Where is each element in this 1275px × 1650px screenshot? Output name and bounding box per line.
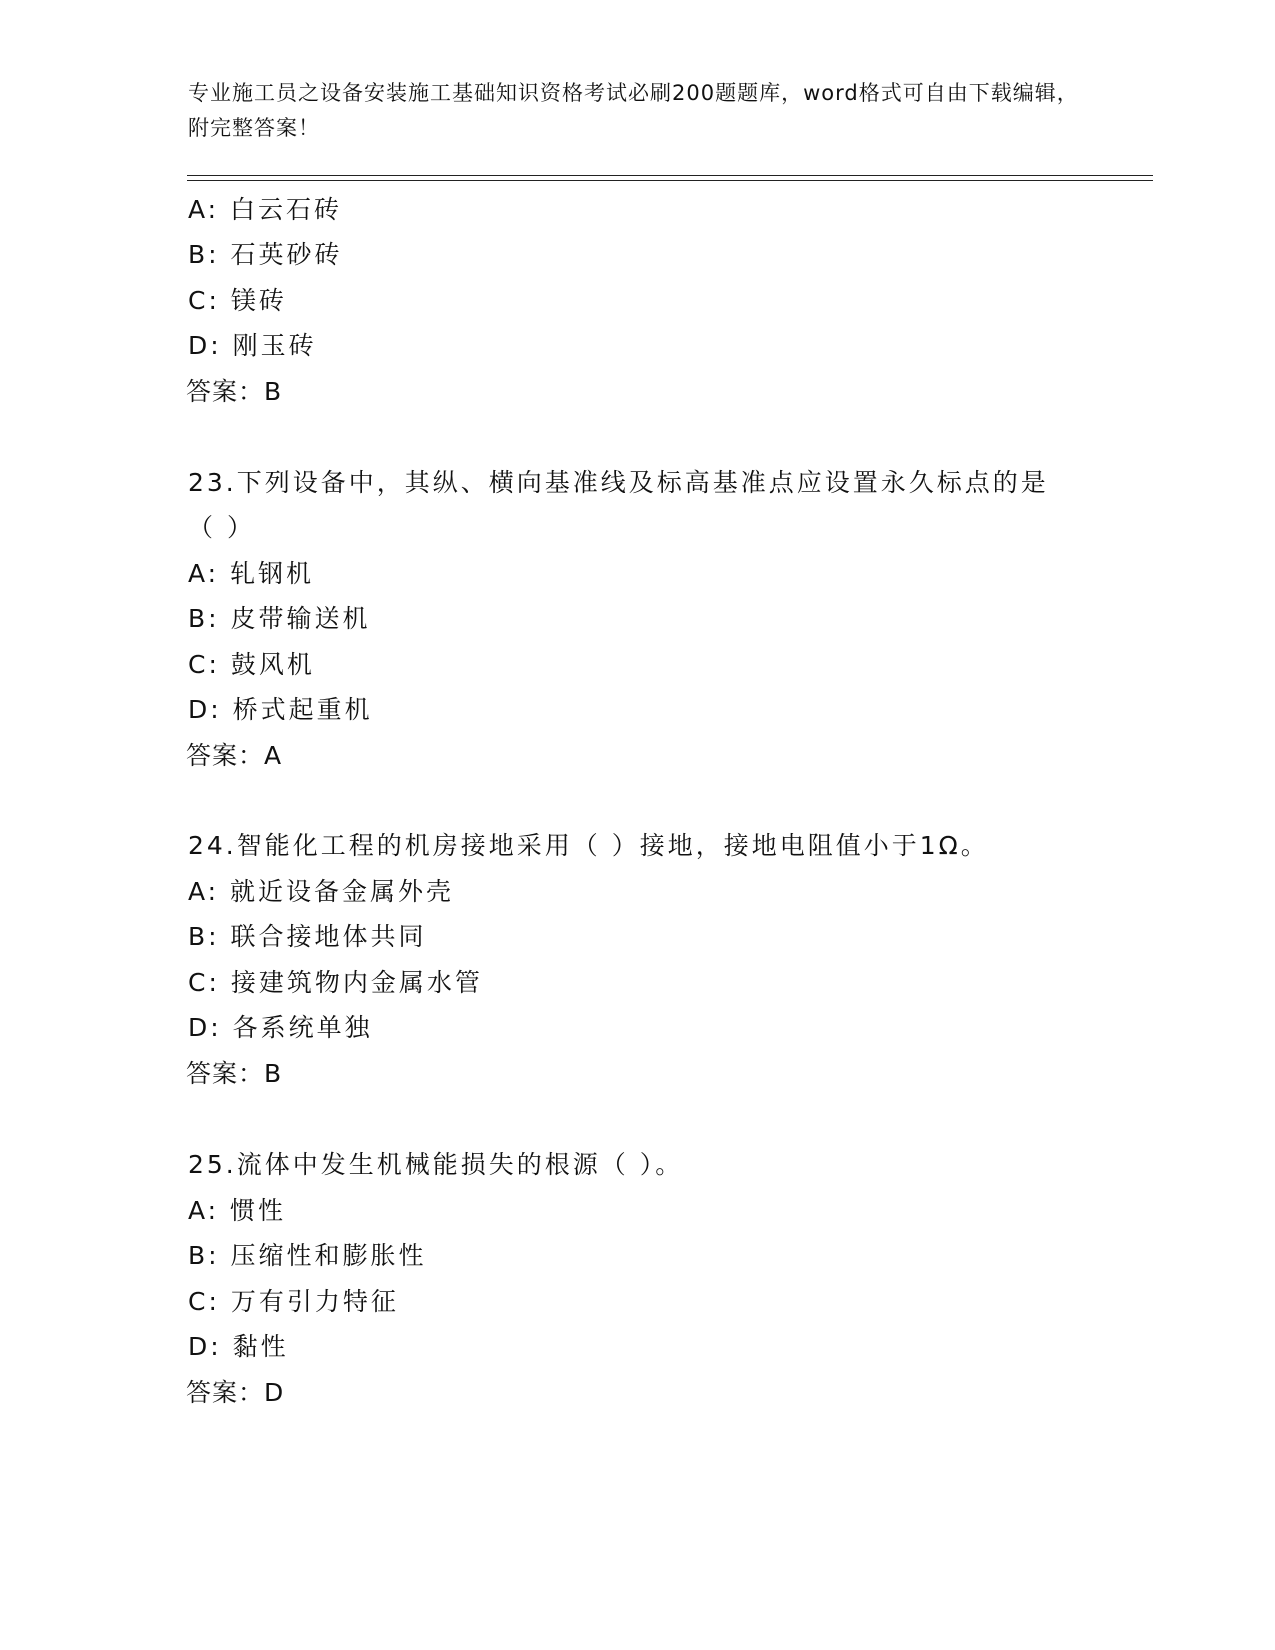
answer: 答案：B xyxy=(186,1059,283,1088)
option-d: D: 黏性 xyxy=(188,1332,289,1361)
option-d: D: 刚玉砖 xyxy=(188,331,317,360)
header-rule-bottom xyxy=(187,180,1153,181)
option-d: D: 桥式起重机 xyxy=(188,695,373,724)
option-c: C: 镁砖 xyxy=(188,286,287,315)
header-rule-top xyxy=(187,175,1153,176)
option-a: A: 惯性 xyxy=(188,1196,287,1225)
option-d: D: 各系统单独 xyxy=(188,1013,373,1042)
option-a: A: 白云石砖 xyxy=(188,195,343,224)
option-b: B: 联合接地体共同 xyxy=(188,922,427,951)
option-c: C: 鼓风机 xyxy=(188,650,315,679)
answer: 答案：B xyxy=(186,377,283,406)
option-b: B: 皮带输送机 xyxy=(188,604,371,633)
option-c: C: 万有引力特征 xyxy=(188,1287,399,1316)
question-stem: 23.下列设备中，其纵、横向基准线及标高基准点应设置永久标点的是 xyxy=(188,468,1049,497)
option-a: A: 就近设备金属外壳 xyxy=(188,877,455,906)
option-a: A: 轧钢机 xyxy=(188,559,315,588)
option-b: B: 压缩性和膨胀性 xyxy=(188,1241,427,1270)
option-c: C: 接建筑物内金属水管 xyxy=(188,968,483,997)
question-stem: 24.智能化工程的机房接地采用（ ）接地，接地电阻值小于1Ω。 xyxy=(188,831,989,860)
question-stem: 25.流体中发生机械能损失的根源（ ）。 xyxy=(188,1150,684,1179)
answer: 答案：A xyxy=(186,741,283,770)
question-stem-continuation: （ ） xyxy=(188,513,255,542)
option-b: B: 石英砂砖 xyxy=(188,240,343,269)
answer: 答案：D xyxy=(186,1378,285,1407)
document-header: 专业施工员之设备安装施工基础知识资格考试必刷200题题库，word格式可自由下载编辑，附完整答案！ xyxy=(188,81,1079,140)
